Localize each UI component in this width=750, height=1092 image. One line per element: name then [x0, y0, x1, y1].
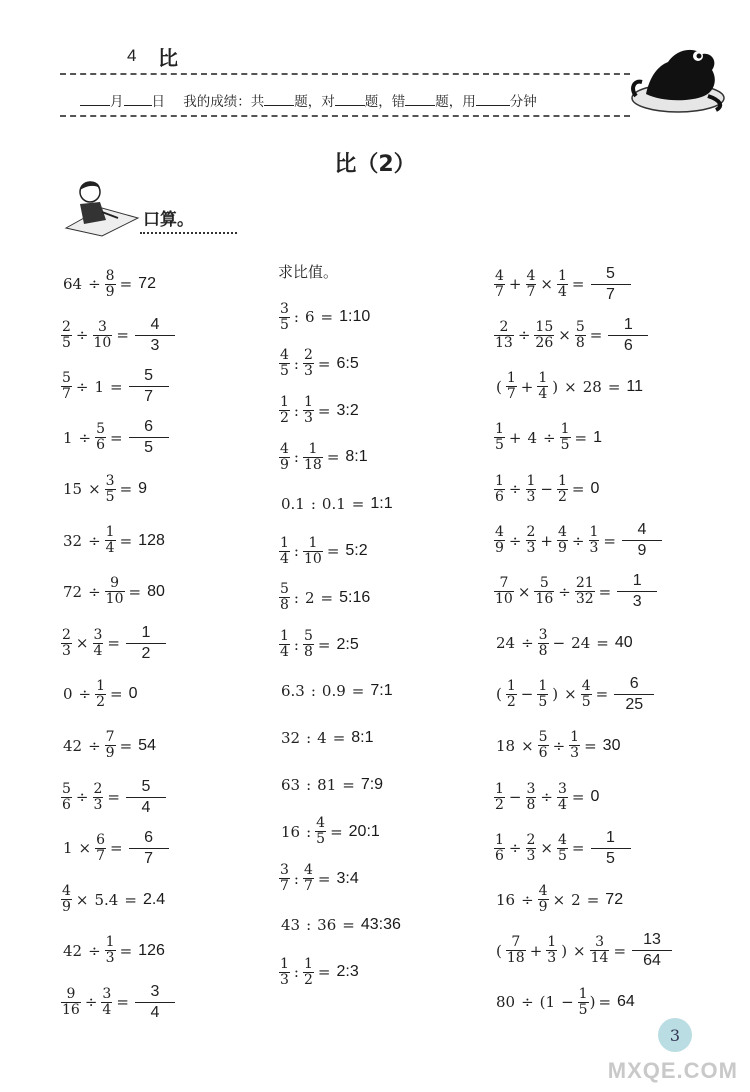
fraction: $\frac{3}{8}$: [526, 780, 536, 813]
fraction: 1 4: [280, 534, 289, 567]
col1-problem: 0 ÷ $\frac{1}{2}$ = 0: [63, 677, 138, 710]
fraction: $\frac{1}{4}$: [105, 524, 115, 556]
answer: 72: [138, 275, 156, 292]
col1-problem: $\frac{2}{3}$ × $\frac{3}{4}$ = 1 2: [60, 622, 166, 664]
header-divider-top: [60, 73, 630, 75]
watermark: MXQE.COM: [607, 1058, 738, 1083]
col2-problem: 4 9 : $\frac{1}{18}$ = 8:1: [280, 440, 368, 473]
fraction: $\frac{2}{3}$: [93, 780, 103, 813]
fraction: $\frac{2}{3}$: [303, 347, 313, 380]
answer-fraction: 6 5: [129, 417, 169, 458]
col2-problem: 1 4 : $\frac{1}{10}$ = 5:2: [280, 534, 368, 567]
fraction: $\frac{4}{7}$: [303, 862, 313, 895]
score-wrong: 题，错: [364, 94, 406, 110]
fraction: $\frac{4}{9}$: [558, 524, 567, 556]
col2-problem: 32 : 4 = 8:1: [281, 729, 374, 748]
col1-problem: 32 ÷ $\frac{1}{4}$ = 128: [63, 524, 165, 556]
answer-fraction: 4 3: [135, 315, 175, 356]
answer: 7:9: [360, 776, 384, 793]
score-minutes: 分钟: [509, 94, 537, 110]
answer: 20:1: [348, 822, 380, 840]
fraction: $\frac{3}{8}$: [538, 626, 548, 659]
answer: 3:4: [336, 869, 359, 887]
fraction: $\frac{2}{3}$: [526, 831, 536, 864]
fraction: $\frac{3}{5}$: [105, 472, 115, 505]
fraction: $\frac{3}{4}$: [558, 780, 567, 813]
answer: 40: [614, 634, 633, 652]
answer: 1:1: [370, 495, 393, 513]
fraction: $\frac{21}{32}$: [575, 575, 594, 608]
col2-problem: 5 8 : 2 = 5:16: [280, 581, 371, 614]
col3-problem: $\frac{1}{6}$ ÷ $\frac{2}{3}$ × $\frac{4}{5}$ = 1 5: [493, 827, 631, 869]
col3-problem: ( 1 2 − $\frac{1}{5}$ ) × $\frac{4}{5}$ = 6 25: [493, 673, 654, 715]
fraction: 7 18: [506, 934, 525, 967]
col3-problem: 24 ÷ $\frac{3}{8}$ − 24 = 40: [496, 626, 633, 659]
col3-problem: ( 1 7 + $\frac{1}{4}$ ) × 28 = 11: [496, 370, 643, 403]
answer: 2.4: [142, 890, 166, 908]
col3-problem: $\frac{1}{6}$ ÷ $\frac{1}{3}$ − $\frac{1}{2}$ = 0: [495, 472, 600, 505]
answer-fraction: 3 4: [135, 982, 175, 1023]
answer: 7:1: [370, 682, 393, 700]
fraction: $\frac{3}{10}$: [93, 318, 112, 351]
answer: 0: [128, 685, 138, 703]
col1-problem: $\frac{5}{7}$ ÷ 1 = 5 7: [60, 366, 169, 408]
col3-problem: ( 7 18 + $\frac{1}{3}$ ) × $\frac{3}{14}$ = 13 64: [493, 930, 672, 972]
col2-problem: 0.1 : 0.1 = 1:1: [281, 495, 393, 514]
col2-problem: 16 : $\frac{4}{5}$ = 20:1: [281, 815, 380, 848]
frog-illustration: [628, 36, 728, 118]
fraction: 1 2: [280, 394, 289, 427]
answer-fraction: 5 7: [129, 366, 169, 407]
col2-problem: 63 : 81 = 7:9: [281, 776, 384, 794]
fraction: $\frac{1}{6}$: [495, 472, 504, 505]
fraction: $\frac{1}{3}$: [570, 729, 580, 762]
score-day: 日: [151, 94, 165, 110]
answer-fraction: 1 2: [126, 623, 166, 664]
answer: 30: [602, 736, 621, 754]
fraction: $\frac{4}{9}$: [538, 883, 548, 916]
col1-problem: $\frac{2}{5}$ ÷ $\frac{3}{10}$ = 4 3: [60, 314, 175, 356]
col1-problem: 72 ÷ $\frac{9}{10}$ = 80: [63, 575, 165, 608]
fraction: $\frac{9}{10}$: [105, 575, 124, 608]
fraction: $\frac{2}{13}$: [495, 318, 513, 351]
fraction: 1 2: [506, 677, 516, 710]
section-label: 口算。: [143, 210, 194, 230]
fraction: 1 7: [506, 370, 516, 403]
score-used: 题，用: [435, 94, 476, 110]
fraction: $\frac{6}{7}$: [96, 831, 106, 864]
unit-title: 比: [158, 46, 178, 70]
section-underline: [140, 232, 237, 234]
instruction-text: 求比值。: [278, 263, 339, 281]
answer-fraction: 5 4: [126, 777, 166, 818]
col1-problem: $\frac{5}{6}$ ÷ $\frac{2}{3}$ = 5 4: [60, 776, 166, 818]
col2-problem: 1 3 : $\frac{1}{2}$ = 2:3: [280, 955, 359, 988]
page-number: 3: [658, 1018, 692, 1052]
col1-problem: 15 × $\frac{3}{5}$ = 9: [63, 472, 148, 505]
fraction: $\frac{1}{10}$: [303, 534, 322, 567]
fraction: 1 5: [495, 421, 504, 454]
answer-fraction: 1 6: [608, 315, 648, 356]
fraction: $\frac{1}{3}$: [526, 472, 536, 505]
fraction: $\frac{4}{7}$: [526, 267, 536, 300]
fraction: $\frac{2}{5}$: [62, 318, 71, 351]
col3-problem: 1 2 − $\frac{3}{8}$ ÷ $\frac{3}{4}$ = 0: [495, 780, 600, 813]
col3-problem: 4 7 + $\frac{4}{7}$ × $\frac{1}{4}$ = 5 7: [493, 263, 631, 305]
page-title: 比（2）: [334, 152, 416, 177]
fraction: $\frac{1}{2}$: [303, 955, 313, 988]
col1-problem: 42 ÷ $\frac{1}{3}$ = 126: [63, 934, 165, 967]
fraction: $\frac{5}{16}$: [535, 575, 554, 608]
score-total: 我的成绩：共: [183, 94, 265, 110]
fraction: $\frac{2}{3}$: [526, 524, 536, 556]
fraction: 4 9: [280, 440, 289, 473]
fraction: $\frac{1}{4}$: [558, 267, 567, 300]
fraction: $\frac{1}{3}$: [303, 394, 313, 427]
answer: 128: [138, 531, 165, 549]
fraction: $\frac{1}{2}$: [96, 677, 106, 710]
answer: 2:3: [336, 963, 359, 981]
fraction: $\frac{5}{6}$: [538, 729, 548, 762]
answer: 0: [590, 480, 600, 498]
answer: 126: [138, 941, 165, 959]
col3-problem: 18 × $\frac{5}{6}$ ÷ $\frac{1}{3}$ = 30: [496, 729, 621, 762]
fraction: $\frac{1}{5}$: [578, 985, 588, 1018]
fraction: $\frac{3}{14}$: [590, 934, 609, 967]
answer: 5:2: [345, 542, 368, 559]
col1-problem: 42 ÷ $\frac{7}{9}$ = 54: [63, 729, 156, 762]
fraction: $\frac{1}{3}$: [105, 934, 115, 967]
answer: 11: [626, 377, 643, 395]
answer: 80: [147, 582, 165, 600]
answer-fraction: 1 3: [617, 571, 657, 612]
answer: 3:2: [336, 401, 359, 419]
fraction: $\frac{5}{6}$: [62, 780, 71, 813]
col2-problem: 43 : 36 = 43:36: [281, 916, 401, 935]
col1-problem: $\frac{9}{16}$ ÷ $\frac{3}{4}$ = 3 4: [60, 981, 175, 1023]
answer: 0: [590, 788, 600, 805]
fraction: $\frac{4}{5}$: [558, 831, 567, 864]
fraction: 3 5: [280, 300, 289, 333]
fraction: $\frac{1}{4}$: [538, 370, 548, 403]
col3-problem: 80 ÷ (1 − $\frac{1}{5}$ ) = 64: [496, 985, 635, 1018]
answer-fraction: 13 64: [632, 930, 672, 971]
answer-fraction: 5 7: [591, 264, 631, 305]
fraction: 1 4: [280, 628, 289, 661]
answer: 2:5: [336, 635, 359, 653]
fraction: $\frac{3}{4}$: [93, 626, 103, 659]
answer: 64: [617, 993, 635, 1011]
answer-fraction: 4 9: [622, 520, 662, 561]
fraction: $\frac{4}{9}$: [62, 883, 71, 916]
answer: 1:10: [339, 308, 371, 325]
answer: 1: [593, 428, 603, 446]
unit-number: 4: [127, 46, 137, 65]
fraction: $\frac{4}{5}$: [316, 815, 326, 848]
col2-problem: 3 7 : $\frac{4}{7}$ = 3:4: [280, 862, 359, 895]
col1-problem: 1 × $\frac{6}{7}$ = 6 7: [60, 827, 169, 869]
fraction: $\frac{8}{9}$: [105, 267, 115, 300]
col2-problem: 4 5 : $\frac{2}{3}$ = 6:5: [280, 347, 359, 380]
answer: 6:5: [336, 354, 359, 372]
fraction: $\frac{1}{3}$: [547, 934, 557, 967]
col3-problem: $\frac{2}{13}$ ÷ $\frac{15}{26}$ × $\frac{5}{8}$ = 1 6: [493, 314, 648, 356]
fraction: $\frac{1}{18}$: [303, 440, 322, 473]
col1-problem: $\frac{4}{9}$ × 5.4 = 2.4: [62, 883, 166, 916]
answer: 43:36: [360, 916, 401, 934]
fraction: $\frac{1}{3}$: [589, 524, 599, 556]
col2-problem: 6.3 : 0.9 = 7:1: [281, 682, 393, 701]
fraction: $\frac{5}{6}$: [96, 421, 106, 454]
col3-problem: $\frac{7}{10}$ × $\frac{5}{16}$ ÷ $\frac{21}{32}$ = 1 3: [493, 571, 657, 613]
header-divider-bottom: [60, 115, 630, 117]
answer: 8:1: [351, 729, 374, 747]
fraction: 1 2: [495, 780, 504, 813]
fraction: 3 7: [280, 862, 289, 895]
fraction: $\frac{7}{10}$: [495, 575, 513, 608]
fraction: $\frac{5}{8}$: [303, 628, 313, 661]
fraction: $\frac{2}{3}$: [62, 626, 71, 659]
fraction: 4 7: [495, 267, 504, 300]
fraction: $\frac{7}{9}$: [105, 729, 115, 762]
col1-problem: 64 ÷ $\frac{8}{9}$ = 72: [63, 267, 156, 300]
fraction: $\frac{5}{7}$: [62, 370, 71, 403]
score-line: [80, 90, 537, 110]
col2-problem: 3 5 : 6 = 1:10: [280, 300, 371, 333]
answer: 5:16: [339, 588, 371, 606]
col2-problem: 1 4 : $\frac{5}{8}$ = 2:5: [280, 628, 359, 661]
col3-problem: 1 5 + 4 ÷ $\frac{1}{5}$ = 1: [495, 421, 603, 454]
fraction: 4 5: [280, 347, 289, 380]
answer-fraction: 6 7: [129, 828, 169, 869]
fraction: $\frac{1}{2}$: [558, 472, 567, 505]
fraction: $\frac{1}{5}$: [538, 677, 548, 710]
score-right: 题，对: [294, 94, 335, 110]
fraction: $\frac{4}{9}$: [495, 524, 504, 556]
fraction: $\frac{5}{8}$: [575, 318, 585, 351]
answer: 9: [138, 480, 148, 498]
answer-fraction: 1 5: [591, 828, 631, 869]
col2-problem: 1 2 : $\frac{1}{3}$ = 3:2: [280, 394, 359, 427]
answer: 72: [605, 890, 624, 908]
fraction: 1 3: [280, 955, 289, 988]
fraction: 5 8: [280, 581, 289, 614]
answer: 54: [138, 736, 156, 754]
fraction: $\frac{3}{4}$: [102, 985, 112, 1018]
answer: 8:1: [345, 448, 368, 466]
col3-problem: 16 ÷ $\frac{4}{9}$ × 2 = 72: [496, 883, 624, 916]
student-illustration: [62, 178, 142, 238]
fraction: $\frac{9}{16}$: [62, 985, 80, 1018]
col3-problem: $\frac{4}{9}$ ÷ $\frac{2}{3}$ + $\frac{4}{9}$ ÷ $\frac{1}{3}$ = 4 9: [493, 520, 662, 562]
fraction: $\frac{15}{26}$: [535, 318, 554, 351]
fraction: $\frac{1}{6}$: [495, 831, 504, 864]
fraction: $\frac{1}{5}$: [560, 421, 570, 454]
col1-problem: 1 ÷ $\frac{5}{6}$ = 6 5: [60, 417, 169, 459]
score-month: 月: [110, 94, 124, 110]
fraction: $\frac{4}{5}$: [581, 677, 591, 710]
answer-fraction: 6 25: [614, 674, 654, 715]
